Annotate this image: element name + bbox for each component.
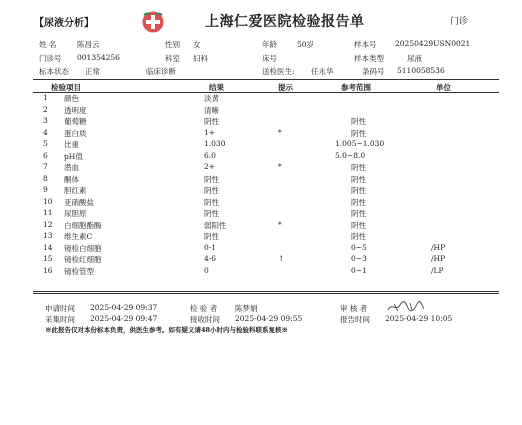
barcode-label: 条码号 (362, 67, 385, 76)
collect-time-label: 采集时间 (45, 315, 75, 324)
row-item: 维生素C (64, 232, 93, 241)
table-row (33, 174, 499, 186)
row-number: 14 (43, 242, 53, 252)
tester-label: 检 验 者 (190, 304, 218, 313)
header-item: 检验项目 (51, 83, 81, 92)
dept: 妇科 (193, 54, 208, 63)
table-row (33, 116, 499, 128)
row-item: 亚硝酸盐 (64, 197, 94, 207)
sample-status-label: 标本状态 (39, 67, 69, 76)
clinic-no-label: 门诊号 (39, 54, 62, 63)
row-result: 2+ (204, 162, 216, 171)
table-bottom-rule (33, 291, 499, 292)
table-row (33, 105, 499, 117)
table-row (33, 197, 499, 209)
row-result: 清晰 (204, 105, 219, 115)
bed-label: 床号 (262, 54, 277, 63)
row-item: 镜检管型 (64, 266, 94, 276)
doctor-label: 送检医生: (262, 67, 295, 76)
row-number: 15 (43, 254, 53, 263)
report-time: 2025-04-29 10:05 (385, 314, 453, 323)
row-flag: * (278, 162, 282, 171)
table-row (33, 220, 499, 232)
table-row (33, 243, 499, 255)
row-result: 0-1 (204, 242, 217, 252)
header-result: 结果 (209, 83, 224, 92)
row-reference: 阴性 (351, 128, 366, 138)
row-result: 阴性 (204, 209, 219, 218)
diagnosis-label: 临床诊断 (146, 67, 176, 76)
row-number: 12 (43, 219, 53, 229)
row-item: 镜检白细胞 (64, 243, 102, 253)
row-unit: /HP (431, 254, 446, 263)
table-row (33, 208, 499, 220)
sample-no-label: 样本号 (354, 40, 377, 49)
apply-time-label: 申请时间 (45, 304, 75, 313)
header-unit: 单位 (436, 83, 451, 92)
hospital-logo (140, 10, 166, 34)
patient-age: 50岁 (297, 40, 315, 49)
header-flag: 提示 (278, 83, 293, 92)
sample-type-label: 样本类型 (354, 54, 384, 63)
age-label: 年龄 (262, 40, 277, 49)
tester: 陈梦娟 (235, 304, 258, 313)
receive-time-label: 接收时间 (190, 315, 220, 324)
reviewer-label: 审 核 者 (340, 304, 368, 313)
row-item: 蛋白质 (64, 128, 87, 138)
row-number: 9 (43, 185, 48, 194)
row-result: 阴性 (204, 117, 219, 126)
row-flag: * (278, 127, 282, 137)
row-result: 1.030 (204, 139, 226, 148)
row-result: 阴性 (204, 197, 219, 207)
row-result: 阴性 (204, 232, 219, 241)
table-row (33, 93, 499, 105)
row-item: 镜检红细胞 (64, 255, 102, 264)
reviewer-signature (386, 299, 426, 313)
row-number: 2 (43, 104, 48, 114)
row-reference: 1.005~1.030 (335, 139, 385, 148)
row-result: 弱阳性 (204, 220, 227, 230)
row-number: 3 (43, 116, 48, 125)
row-reference: 0~1 (351, 265, 367, 275)
row-reference: 0~5 (351, 242, 367, 252)
row-item: 胆红素 (64, 186, 87, 195)
row-item: 比重 (64, 140, 79, 149)
disclaimer: ※此报告仅对本份标本负责，供医生参考。如有疑义请48小时内与检验科联系复核※ (45, 326, 289, 334)
header-reference: 参考范围 (341, 83, 371, 92)
collect-time: 2025-04-29 09:47 (90, 314, 158, 323)
dept-label: 科室 (165, 54, 180, 63)
sample-no: 20250429USN0021 (395, 39, 471, 48)
sample-status: 正常 (85, 67, 100, 76)
table-row (33, 231, 499, 243)
row-reference: 5.0~8.0 (335, 150, 366, 160)
gender-label: 性别 (165, 40, 180, 49)
row-reference: 阴性 (351, 209, 366, 218)
name-label: 姓 名 (39, 40, 57, 49)
row-number: 7 (43, 162, 48, 171)
row-number: 11 (43, 208, 53, 217)
receive-time: 2025-04-29 09:55 (235, 314, 303, 323)
row-flag: ↑ (278, 254, 285, 263)
row-number: 13 (43, 231, 53, 240)
row-unit: /HP (431, 242, 446, 252)
row-item: 潜血 (64, 163, 79, 172)
sample-type: 尿液 (407, 54, 422, 63)
row-item: 透明度 (64, 105, 87, 115)
hospital-title: 上海仁爱医院检验报告单 (205, 14, 365, 30)
table-row (33, 151, 499, 163)
row-number: 16 (43, 265, 53, 275)
row-item: pH值 (64, 151, 83, 161)
row-result: 淡黄 (204, 94, 219, 103)
row-item: 白细胞酯酶 (64, 220, 102, 230)
clinic-no: 001354256 (77, 53, 120, 62)
row-number: 6 (43, 150, 48, 160)
row-item: 颜色 (64, 94, 79, 103)
row-reference: 阴性 (351, 220, 366, 230)
patient-name: 陈昌云 (77, 40, 100, 49)
row-reference: 阴性 (351, 163, 366, 172)
table-row (33, 162, 499, 174)
row-item: 尿胆原 (64, 209, 87, 218)
row-number: 4 (43, 127, 48, 137)
row-result: 6.0 (204, 150, 216, 160)
row-result: 1+ (204, 127, 216, 137)
table-row (33, 185, 499, 197)
doctor: 任永华 (311, 67, 334, 76)
row-number: 8 (43, 173, 48, 183)
patient-gender: 女 (193, 40, 201, 49)
row-reference: 阴性 (351, 174, 366, 184)
row-result: 阴性 (204, 186, 219, 195)
row-result: 4-6 (204, 254, 217, 263)
row-number: 5 (43, 139, 48, 148)
row-item: 葡萄糖 (64, 117, 87, 126)
apply-time: 2025-04-29 09:37 (90, 303, 158, 312)
row-unit: /LP (431, 265, 444, 275)
row-result: 阴性 (204, 174, 219, 184)
row-reference: 阴性 (351, 117, 366, 126)
barcode: 5110058536 (397, 66, 445, 75)
row-reference: 0~3 (351, 254, 367, 263)
table-row (33, 266, 499, 278)
row-reference: 阴性 (351, 186, 366, 195)
row-reference: 阴性 (351, 232, 366, 241)
table-row (33, 139, 499, 151)
table-top-rule (33, 79, 499, 80)
row-number: 1 (43, 93, 48, 102)
report-type-label: 【尿液分析】 (34, 18, 94, 29)
table-bottom-rule-2 (33, 293, 499, 294)
row-reference: 阴性 (351, 197, 366, 207)
patient-source: 门诊 (450, 17, 469, 27)
row-result: 0 (204, 265, 209, 275)
table-row (33, 128, 499, 140)
row-item: 酮体 (64, 174, 79, 184)
table-row (33, 254, 499, 266)
row-number: 10 (43, 196, 53, 206)
report-time-label: 报告时间 (340, 315, 370, 324)
row-flag: * (278, 219, 282, 229)
